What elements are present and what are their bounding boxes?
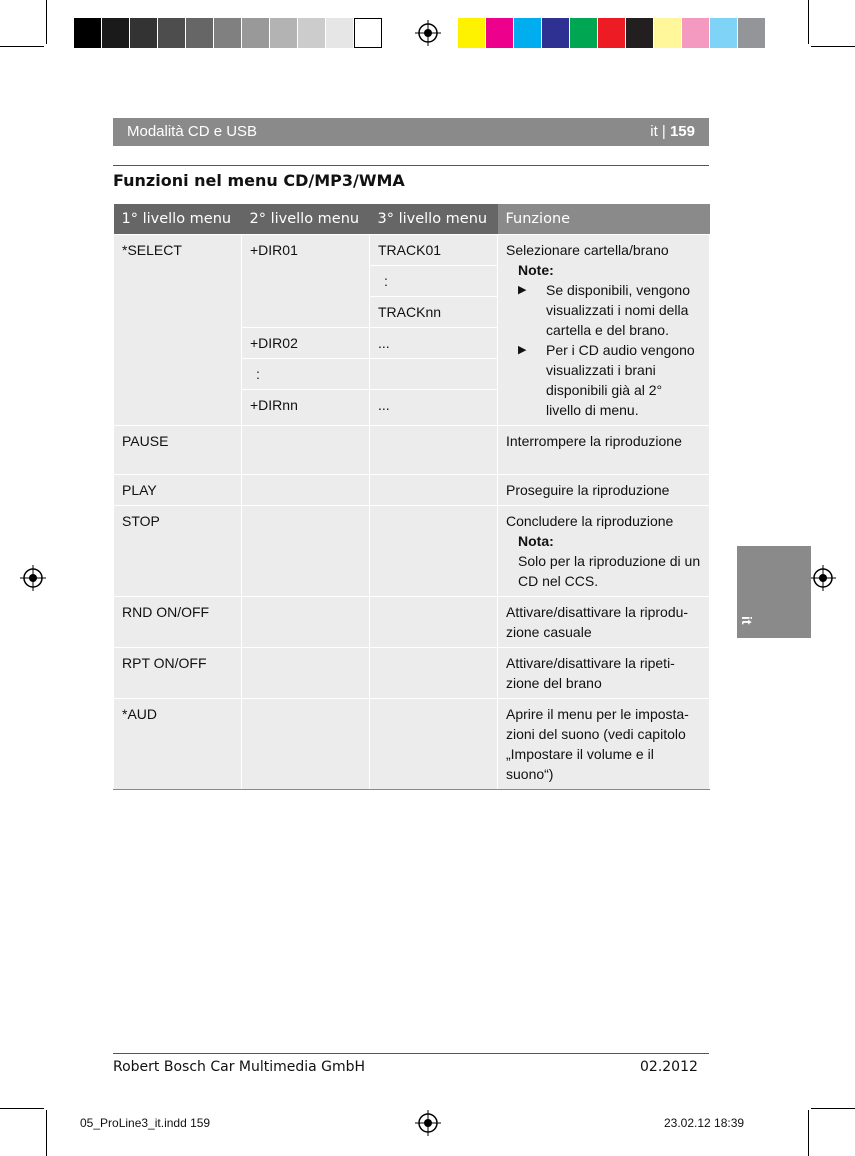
cell-l3: TRACKnn (370, 297, 498, 328)
registration-mark-icon (810, 565, 836, 591)
color-swatch (130, 18, 158, 48)
color-swatch (186, 18, 214, 48)
cell-l2: +DIR01 (242, 235, 370, 328)
cell-l3 (370, 648, 498, 699)
cell-l2 (242, 426, 370, 475)
table-header-row (114, 204, 710, 235)
note-bullet (506, 280, 701, 340)
crop-mark (46, 0, 47, 44)
cell-function (498, 506, 710, 597)
cell-function (498, 235, 710, 426)
title-rule (113, 165, 709, 166)
cell-l2 (242, 506, 370, 597)
cell-l3: ... (370, 328, 498, 359)
triangle-right-icon: ▶ (518, 284, 527, 296)
color-swatch (354, 18, 382, 48)
color-swatch (486, 18, 514, 48)
column-header: 3° livello menu (370, 204, 498, 235)
header-lang: it (650, 123, 658, 140)
language-tab-label: it (739, 616, 755, 625)
table-row (114, 506, 710, 597)
footer-date: 02.2012 (640, 1059, 698, 1075)
cell-l3 (370, 699, 498, 790)
cell-l3: TRACK01 (370, 235, 498, 266)
slug-filename: 05_ProLine3_it.indd 159 (80, 1116, 211, 1130)
crop-mark (808, 0, 809, 44)
color-swatch (458, 18, 486, 48)
color-swatch (710, 18, 738, 48)
function-text: Concludere la riproduzione (506, 513, 674, 529)
header-page-info (650, 123, 695, 140)
cell-l3 (370, 597, 498, 648)
color-swatch (654, 18, 682, 48)
column-header: 1° livello menu (114, 204, 242, 235)
language-tab (737, 546, 811, 638)
crop-mark (808, 1110, 809, 1156)
cell-l1: RND ON/OFF (114, 597, 242, 648)
header-separator: | (657, 123, 670, 140)
menu-functions-table (113, 204, 710, 790)
crop-mark (811, 46, 855, 47)
column-header: Funzione (498, 204, 710, 235)
crop-mark (46, 1110, 47, 1156)
crop-mark (0, 46, 44, 47)
color-swatch (598, 18, 626, 48)
slug-timestamp: 23.02.12 18:39 (664, 1116, 745, 1130)
cell-function: Proseguire la riproduzione (498, 475, 710, 506)
function-text: Selezionare cartella/brano (506, 242, 669, 258)
cell-l3: : (370, 266, 498, 297)
header-section: Modalità CD e USB (127, 123, 258, 140)
table-row (114, 475, 710, 506)
color-swatch (738, 18, 766, 48)
cell-l3 (370, 475, 498, 506)
color-swatch (570, 18, 598, 48)
color-swatch (682, 18, 710, 48)
cell-l3: ... (370, 390, 498, 426)
cell-l3 (370, 506, 498, 597)
cell-l2 (242, 699, 370, 790)
table-row (114, 235, 710, 266)
note-text: Solo per la riproduzione di un CD nel CCS. (518, 553, 701, 589)
note-bullet (506, 340, 701, 420)
gray-color-bar (74, 18, 382, 48)
registration-mark-icon (415, 20, 441, 46)
cell-l3 (370, 359, 498, 390)
cell-l1: *SELECT (114, 235, 242, 426)
cell-function: Attivare/disattivare la riprodu-zione casuale (498, 597, 710, 648)
table-row (114, 699, 710, 790)
registration-mark-icon (415, 1110, 441, 1136)
table-row (114, 426, 710, 475)
note-label: Nota: (518, 533, 554, 549)
section-title: Funzioni nel menu CD/MP3/WMA (113, 171, 405, 190)
cell-l2 (242, 648, 370, 699)
column-header: 2° livello menu (242, 204, 370, 235)
registration-mark-icon (20, 565, 46, 591)
cell-l1: PAUSE (114, 426, 242, 475)
running-header (113, 118, 709, 146)
color-swatch (298, 18, 326, 48)
color-swatch (214, 18, 242, 48)
cell-l2 (242, 597, 370, 648)
cell-function: Aprire il menu per le imposta-zioni del suono (vedi capitolo „Impostare il volume e il suono“) (498, 699, 710, 790)
crop-mark (811, 1108, 855, 1109)
color-swatch (514, 18, 542, 48)
cell-l2: +DIRnn (242, 390, 370, 426)
cell-l1: *AUD (114, 699, 242, 790)
cell-l3 (370, 426, 498, 475)
cell-l2: +DIR02 (242, 328, 370, 359)
color-swatch (242, 18, 270, 48)
color-swatch (326, 18, 354, 48)
color-swatch (542, 18, 570, 48)
color-swatch (74, 18, 102, 48)
cell-l2: : (242, 359, 370, 390)
cell-function: Interrompere la riproduzione (498, 426, 710, 475)
cell-l2 (242, 475, 370, 506)
note-label: Note: (518, 262, 554, 278)
footer-company: Robert Bosch Car Multimedia GmbH (113, 1059, 366, 1075)
header-page-number: 159 (669, 123, 695, 140)
color-swatch (102, 18, 130, 48)
note-text: Per i CD audio vengono visualizzati i brani disponibili già al 2° livello di menu. (546, 342, 695, 418)
triangle-right-icon: ▶ (518, 344, 527, 356)
color-swatch (626, 18, 654, 48)
table-row (114, 597, 710, 648)
color-swatch (270, 18, 298, 48)
footer-rule (113, 1053, 709, 1054)
crop-mark (0, 1108, 44, 1109)
cell-l1: PLAY (114, 475, 242, 506)
process-color-bar (458, 18, 766, 48)
color-swatch (158, 18, 186, 48)
cell-function: Attivare/disattivare la ripeti-zione del brano (498, 648, 710, 699)
cell-l1: RPT ON/OFF (114, 648, 242, 699)
cell-l1: STOP (114, 506, 242, 597)
note-text: Se disponibili, vengono visualizzati i nomi della cartella e del brano. (546, 282, 690, 338)
table-row (114, 648, 710, 699)
